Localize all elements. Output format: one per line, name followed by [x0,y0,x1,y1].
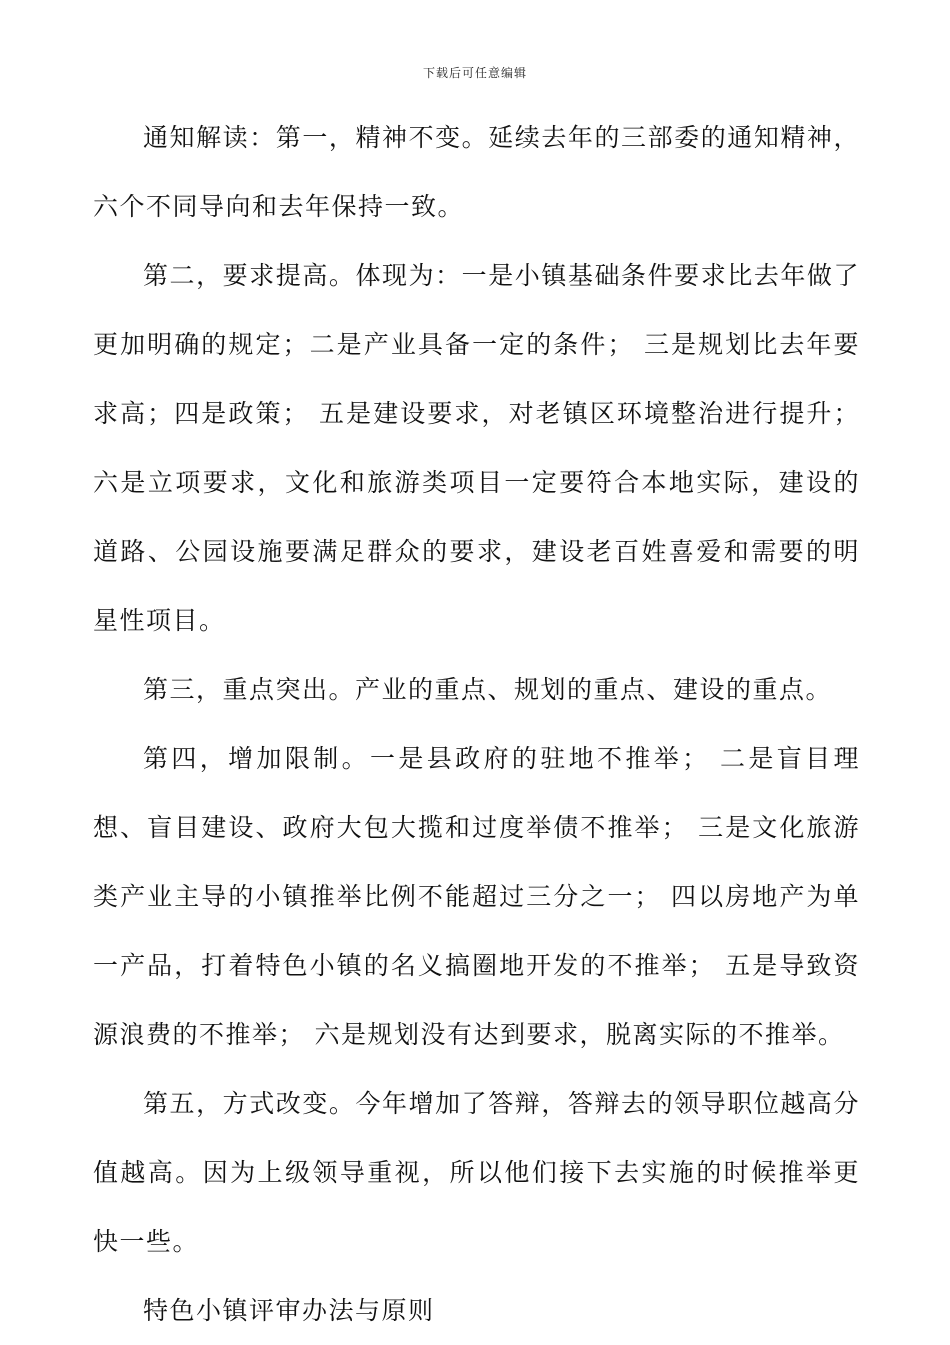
paragraph-requirements-raised: 第二，要求提高。体现为：一是小镇基础条件要求比去年做了更加明确的规定；二是产业具备一定的条件； 三是规划比去年要求高；四是政策； 五是建设要求，对老镇区环境整治进行提升；六是立项要求，文化和旅游类项目一定要符合本地实际，建设的道路、公园设施要满足群众的要求，建设老百姓喜爱和需要的明星性项目。 [93,261,860,635]
section-heading: 特色小镇评审办法与原则 [143,1296,435,1325]
paragraph-key-focus: 第三，重点突出。产业的重点、规划的重点、建设的重点。 [143,675,833,704]
document-body [93,103,860,1345]
paragraph-added-restrictions: 第四，增加限制。一是县政府的驻地不推举； 二是盲目理想、盲目建设、政府大包大揽和过度举债不推举； 三是文化旅游类产业主导的小镇推举比例不能超过三分之一； 四以房地产为单一产品，打着特色小镇的名义搞圈地开发的不推举； 五是导致资源浪费的不推举； 六是规划没有达到要求，脱离实际的不推举。 [93,744,860,1049]
paragraph-method-change: 第五，方式改变。今年增加了答辩，答辩去的领导职位越高分值越高。因为上级领导重视，所以他们接下去实施的时候推举更快一些。 [93,1089,860,1256]
paragraph-notice-interpretation: 通知解读：第一，精神不变。延续去年的三部委的通知精神，六个不同导向和去年保持一致。 [93,123,860,221]
header-note: 下载后可任意编辑 [422,66,527,80]
